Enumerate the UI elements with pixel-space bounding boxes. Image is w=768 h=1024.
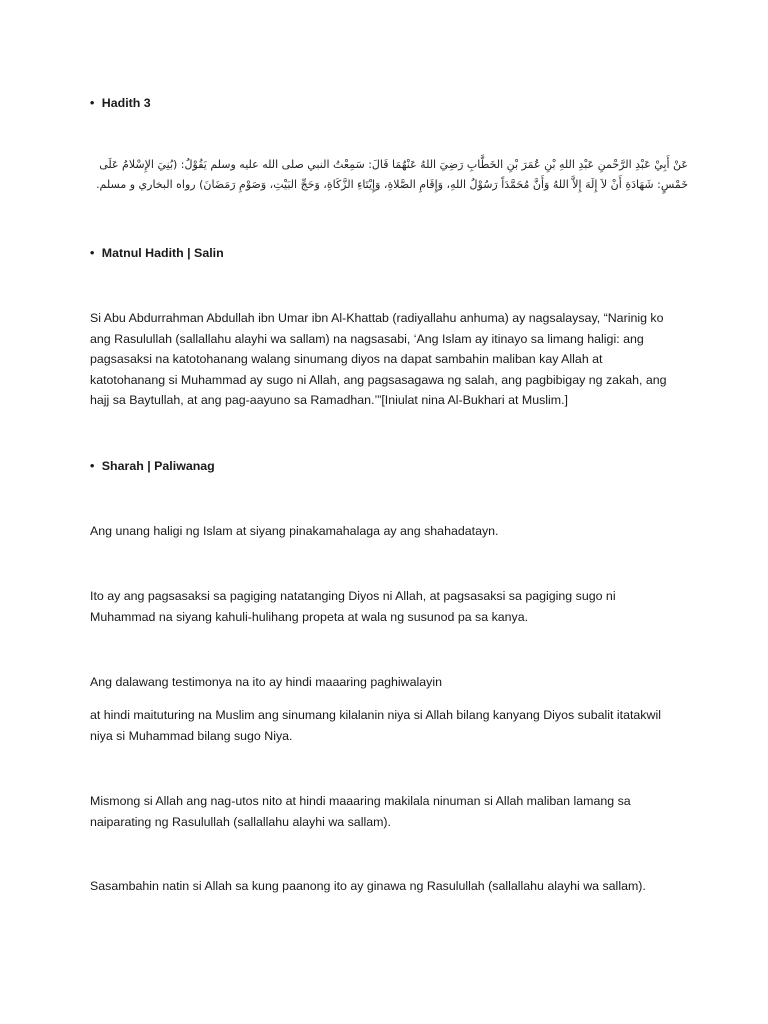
- heading-matn-text: Matnul Hadith | Salin: [101, 246, 224, 260]
- sharah-paragraph-4: at hindi maituturing na Muslim ang sinumang kilalanin niya si Allah bilang kanyang Diyos subalit itatakwil niya si Muhammad bilang sugo Niya.: [90, 708, 661, 743]
- matn-paragraph: Si Abu Abdurrahman Abdullah ibn Umar ibn Al-Khattab (radiyallahu anhuma) ay nagsalaysay, “Narinig ko ang Rasulullah (sallallahu alayhi wa sallam) na nagsasabi, ‘Ang Islam ay itinayo sa limang haligi: ang pagsasaksi na katotohanang walang sinumang diyos na dapat sambahin maliban kay Allah at katotohanang si Muhammad ay sugo ni Allah, ang pagsasagawa ng salah, ang pagbibigay ng zakah, ang hajj sa Baytullah, at ang pag-aayuno sa Ramadhan.’”[Iniulat nina Al-Bukhari at Muslim.]: [90, 311, 667, 407]
- sharah-paragraph-5: Mismong si Allah ang nag-utos nito at hindi maaaring makilala ninuman si Allah maliban lamang sa naiparating ng Rasulullah (sallallahu alayhi wa sallam).: [90, 794, 631, 829]
- arabic-hadith-text: عَنْ أَبِيْ عَبْدِ الرَّحْمنِ عَبْدِ اللهِ بْنِ عُمَرَ بْنِ الخَطَّابِ رَضِيَ اللهُ عَنْهُمَا قَالَ: سَمِعْتُ النبي صلى الله عليه وسلم يَقُوْلُ: (بُنِيَ الإِسْلامُ عَلَى خَمْسٍ: شَهَادَةِ أَنْ لاَ إِلَهَ إِلاَّ اللهُ وَأَنَّ مُحَمَّدَاً رَسُوْلُ اللهِ، وَإِقَامِ الصَّلاةِ، وَإِيْتَاءِ الزَّكَاةِ، وَحَجِّ البَيْتِ، وَصَوْمِ رَمَضَانَ) رواه البخاري و مسلم.: [96, 158, 688, 191]
- sharah-paragraph-6: Sasambahin natin si Allah sa kung paanong ito ay ginawa ng Rasulullah (sallallahu alayhi wa sallam).: [90, 879, 646, 893]
- heading-sharah: [90, 456, 680, 477]
- heading-hadith-text: Hadith 3: [101, 96, 151, 110]
- heading-sharah-text: Sharah | Paliwanag: [101, 459, 215, 473]
- sharah-paragraph-3: Ang dalawang testimonya na ito ay hindi maaaring paghiwalayin: [90, 675, 442, 689]
- bullet-icon: •: [90, 459, 95, 473]
- sharah-paragraph-1: Ang unang haligi ng Islam at siyang pinakamahalaga ay ang shahadatayn.: [90, 524, 499, 538]
- bullet-icon: •: [90, 246, 95, 260]
- sharah-paragraph-2: Ito ay ang pagsasaksi sa pagiging natatanging Diyos ni Allah, at pagsasaksi sa pagiging sugo ni Muhammad na siyang kahuli-hulihang propeta at wala ng susunod pa sa kanya.: [90, 589, 616, 624]
- bullet-icon: •: [90, 96, 95, 110]
- heading-matn: [90, 243, 680, 264]
- heading-hadith: [90, 93, 680, 114]
